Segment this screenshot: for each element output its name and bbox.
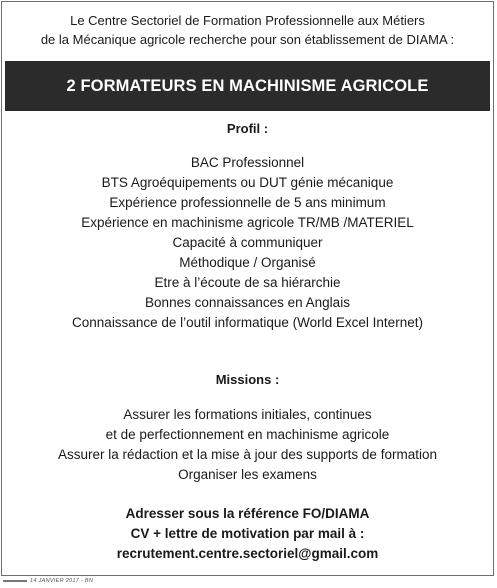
contact-instructions: CV + lettre de motivation par mail à :: [130, 526, 365, 541]
publication-date: 14 JANVIER 2017 - BN: [30, 578, 94, 584]
job-title: 2 FORMATEURS EN MACHINISME AGRICOLE: [66, 76, 429, 95]
profil-item: Etre à l’écoute de sa hiérarchie: [154, 275, 341, 290]
missions-heading: Missions :: [215, 372, 280, 387]
missions-item: Assurer la rédaction et la mise à jour des supports de formation: [58, 447, 437, 462]
intro-line-2: de la Mécanique agricole recherche pour son établissement de DIAMA :: [40, 32, 455, 47]
profil-item: BAC Professionnel: [190, 155, 305, 170]
profil-heading: Profil :: [226, 121, 269, 136]
missions-item: Organiser les examens: [178, 467, 317, 482]
profil-item: Expérience en machinisme agricole TR/MB /MATERIEL: [81, 215, 414, 230]
publication-stamp: [3, 578, 93, 584]
job-title-banner: [5, 61, 490, 111]
intro-text: [2, 11, 493, 49]
contact-email[interactable]: recrutement.centre.sectoriel@gmail.com: [116, 546, 379, 561]
intro-line-1: Le Centre Sectoriel de Formation Professionnelle aux Métiers: [70, 13, 425, 28]
profil-item: Bonnes connaissances en Anglais: [145, 295, 350, 310]
contact-block: [2, 504, 493, 564]
profil-item: Capacité à communiquer: [172, 235, 323, 250]
profil-item: Connaissance de l’outil informatique (World Excel Internet): [72, 315, 423, 330]
profil-item: Expérience professionnelle de 5 ans minimum: [109, 195, 386, 210]
profil-item: Méthodique / Organisé: [179, 255, 316, 270]
profil-list: [2, 153, 493, 333]
missions-item: et de perfectionnement en machinisme agricole: [105, 427, 390, 442]
profil-item: BTS Agroéquipements ou DUT génie mécanique: [101, 175, 394, 190]
missions-item: Assurer les formations initiales, continues: [123, 407, 372, 422]
publisher-mark: [3, 580, 27, 582]
job-advertisement: [1, 1, 494, 576]
missions-list: [2, 405, 493, 485]
contact-reference: Adresser sous la référence FO/DIAMA: [125, 506, 370, 521]
